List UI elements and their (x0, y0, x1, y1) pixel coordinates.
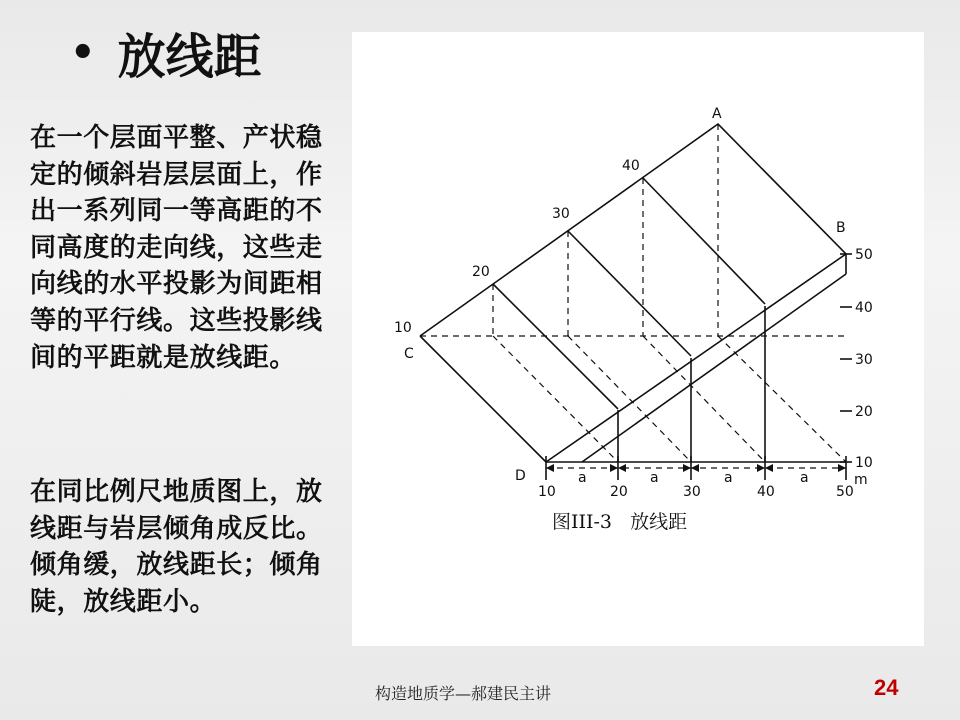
body-paragraph-definition: 在一个层面平整、产状稳定的倾斜岩层层面上，作出一系列同一等高距的不同高度的走向线，这些走向线的水平投影为间距相等的平行线。这些投影线间的平距就是放线距。 (30, 123, 323, 373)
scale-label-30: 30 (855, 352, 873, 368)
point-label-B: B (836, 220, 846, 236)
point-label-D: D (515, 468, 526, 484)
spacing-label-3: a (724, 470, 733, 486)
projection-dash-40 (643, 336, 765, 462)
spacing-label-1: a (578, 470, 587, 486)
title-text: 放线距 (117, 29, 262, 85)
point-label-C: C (404, 346, 414, 362)
scale-label-20: 20 (855, 404, 873, 420)
point-label-A: A (712, 106, 722, 122)
figure-panel (352, 32, 924, 646)
scale-label-50: 50 (855, 247, 873, 263)
slab-back-edge (582, 274, 846, 462)
bottom-label-40: 40 (757, 484, 775, 500)
strike-label-20: 20 (472, 264, 490, 280)
bottom-label-20: 20 (610, 484, 628, 500)
strike-line-40 (643, 178, 765, 304)
footer-course-title: 构造地质学—郝建民主讲 (375, 684, 552, 703)
plane-left-edge (420, 336, 546, 462)
bottom-label-50: 50 (836, 484, 854, 500)
slide-title (70, 18, 262, 87)
figure-caption: 图III-3 放线距 (552, 511, 688, 533)
strike-line-30 (568, 231, 691, 356)
bottom-label-10: 10 (538, 484, 556, 500)
projection-dash-30 (568, 336, 691, 462)
bottom-label-30: 30 (683, 484, 701, 500)
plane-upper-edge (420, 124, 846, 336)
projection-dash-20 (493, 336, 618, 462)
strike-label-10: 10 (394, 320, 412, 336)
strike-label-30: 30 (552, 206, 570, 222)
strike-line-diagram (352, 32, 924, 646)
title-bullet: • (70, 29, 96, 76)
slab-front-edge (546, 254, 846, 462)
body-paragraph-relation: 在同比例尺地质图上，放线距与岩层倾角成反比。倾角缓，放线距长；倾角陡，放线距小。 (30, 477, 323, 617)
strike-line-20 (493, 284, 618, 409)
scale-label-40: 40 (855, 300, 873, 316)
spacing-label-2: a (650, 470, 659, 486)
page-number: 24 (874, 675, 899, 700)
unit-label: m (854, 472, 868, 488)
strike-label-40: 40 (622, 158, 640, 174)
projection-dash-A (718, 336, 846, 462)
spacing-label-4: a (800, 470, 809, 486)
scale-label-10: 10 (855, 455, 873, 471)
